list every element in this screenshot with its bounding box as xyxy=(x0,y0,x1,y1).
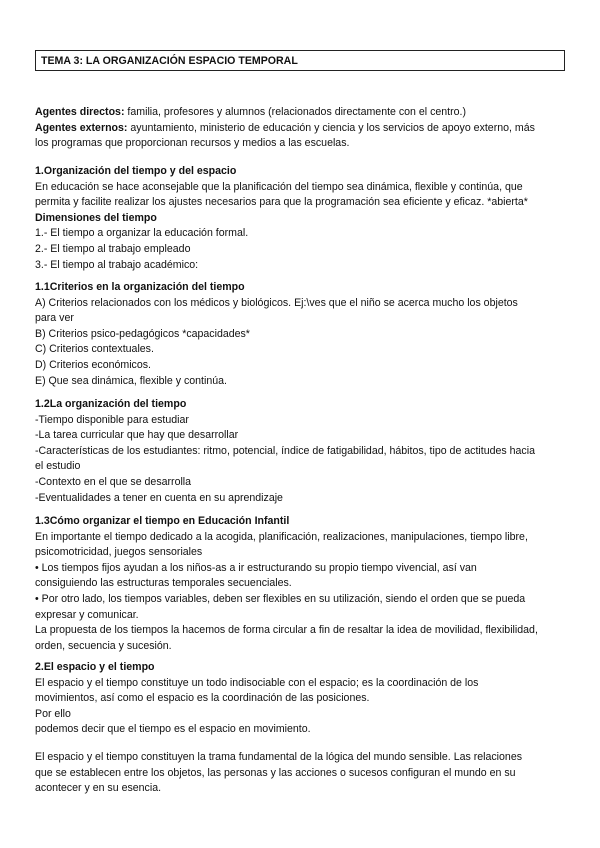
document-page xyxy=(35,50,565,795)
section-1-1-line: D) Criterios económicos. xyxy=(35,358,151,371)
section-1-1-line: para ver xyxy=(35,312,74,325)
section-1-3-line: • Los tiempos fijos ayudan a los niños-as a ir estructurando su propio tiempo vivencial, así van xyxy=(35,561,477,574)
agentes-directos-line xyxy=(35,105,565,121)
section-1-line: permita y facilite realizar los ajustes necesarios para que la programación sea eficiente y eficaz. *abierta* xyxy=(35,196,528,209)
section-1-subheading: Dimensiones del tiempo xyxy=(35,211,157,224)
section-2-line: Por ello xyxy=(35,707,71,720)
section-1-item: 3.- El tiempo al trabajo académico: xyxy=(35,258,199,271)
section-1-3-line: consiguiendo las estructuras temporales secuenciales. xyxy=(35,577,292,590)
section-1-2-heading: 1.2La organización del tiempo xyxy=(35,398,187,410)
section-1-item: 2.- El tiempo al trabajo empleado xyxy=(35,242,191,255)
agentes-section xyxy=(35,105,565,152)
section-2-paragraph-line: El espacio y el tiempo constituyen la trama fundamental de la lógica del mundo sensible. Las relaciones xyxy=(35,751,523,763)
section-1-2 xyxy=(35,397,565,506)
section-1-item: 1.- El tiempo a organizar la educación formal. xyxy=(35,227,249,240)
section-2-paragraph xyxy=(35,750,565,797)
section-1-line: En educación se hace aconsejable que la planificación del tiempo sea dinámica, flexible y continúa, que xyxy=(35,180,523,193)
section-1-2-line: -Contexto en el que se desarrolla xyxy=(35,475,192,488)
section-1-2-line: -Características de los estudiantes: ritmo, potencial, índice de fatigabilidad, hábitos, tipo de actitudes hacia xyxy=(35,444,535,457)
agentes-externos-text: ayuntamiento, ministerio de educación y ciencia y los servicios de apoyo externo, más xyxy=(127,121,535,134)
section-1-1-line: E) Que sea dinámica, flexible y continúa. xyxy=(35,374,227,387)
section-2-line: movimientos, así como el espacio es la coordinación de las posiciones. xyxy=(35,692,370,705)
section-2-line: El espacio y el tiempo constituye un todo indisociable con el espacio; es la coordinación de los xyxy=(35,676,479,689)
agentes-externos-label: Agentes externos: xyxy=(35,121,128,134)
section-1-1-line: C) Criterios contextuales. xyxy=(35,343,154,356)
section-1-2-line: -Eventualidades a tener en cuenta en su aprendizaje xyxy=(35,491,283,504)
section-1-1-line: A) Criterios relacionados con los médicos y biológicos. Ej:\ves que el niño se acerca mucho los objetos xyxy=(35,296,518,309)
section-1-3-heading: 1.3Cómo organizar el tiempo en Educación Infantil xyxy=(35,515,290,527)
section-1-1-line: B) Criterios psico-pedagógicos *capacidades* xyxy=(35,327,250,340)
section-1 xyxy=(35,164,565,273)
page-title: TEMA 3: LA ORGANIZACIÓN ESPACIO TEMPORAL xyxy=(35,50,565,71)
section-2-paragraph-line: que se establecen entre los objetos, las personas y las acciones o sucesos configuran el mundo en su xyxy=(35,766,516,779)
section-1-3-line: La propuesta de los tiempos la hacemos de forma circular a fin de resaltar la idea de movilidad, flexibilidad, xyxy=(35,624,538,637)
section-1-3-line: En importante el tiempo dedicado a la acogida, planificación, realizaciones, manipulaciones, tiempo libre, xyxy=(35,530,528,543)
section-1-3-line: orden, secuencia y sucesión. xyxy=(35,639,172,652)
section-1-2-line: -La tarea curricular que hay que desarrollar xyxy=(35,429,239,442)
section-1-1 xyxy=(35,280,565,389)
agentes-externos-line xyxy=(35,121,565,137)
section-1-2-line: el estudio xyxy=(35,460,81,473)
section-1-3-line: • Por otro lado, los tiempos variables, deben ser flexibles en su utilización, siendo el orden que se pueda xyxy=(35,592,526,605)
section-2-heading: 2.El espacio y el tiempo xyxy=(35,661,155,673)
section-2-paragraph-line: acontecer y en su esencia. xyxy=(35,782,162,795)
section-1-heading: 1.Organización del tiempo y del espacio xyxy=(35,165,237,177)
agentes-directos-text: familia, profesores y alumnos (relacionados directamente con el centro.) xyxy=(124,106,466,118)
section-1-2-line: -Tiempo disponible para estudiar xyxy=(35,413,189,426)
section-1-3-line: expresar y comunicar. xyxy=(35,608,139,621)
section-1-3 xyxy=(35,514,565,654)
section-1-3-line: psicomotricidad, juegos sensoriales xyxy=(35,546,203,559)
section-1-1-heading: 1.1Criterios en la organización del tiempo xyxy=(35,281,245,293)
agentes-directos-label: Agentes directos: xyxy=(35,106,125,118)
section-2 xyxy=(35,660,565,738)
section-2-line: podemos decir que el tiempo es el espacio en movimiento. xyxy=(35,723,311,736)
agentes-externos-cont: los programas que proporcionan recursos y medios a las escuelas. xyxy=(35,137,350,150)
